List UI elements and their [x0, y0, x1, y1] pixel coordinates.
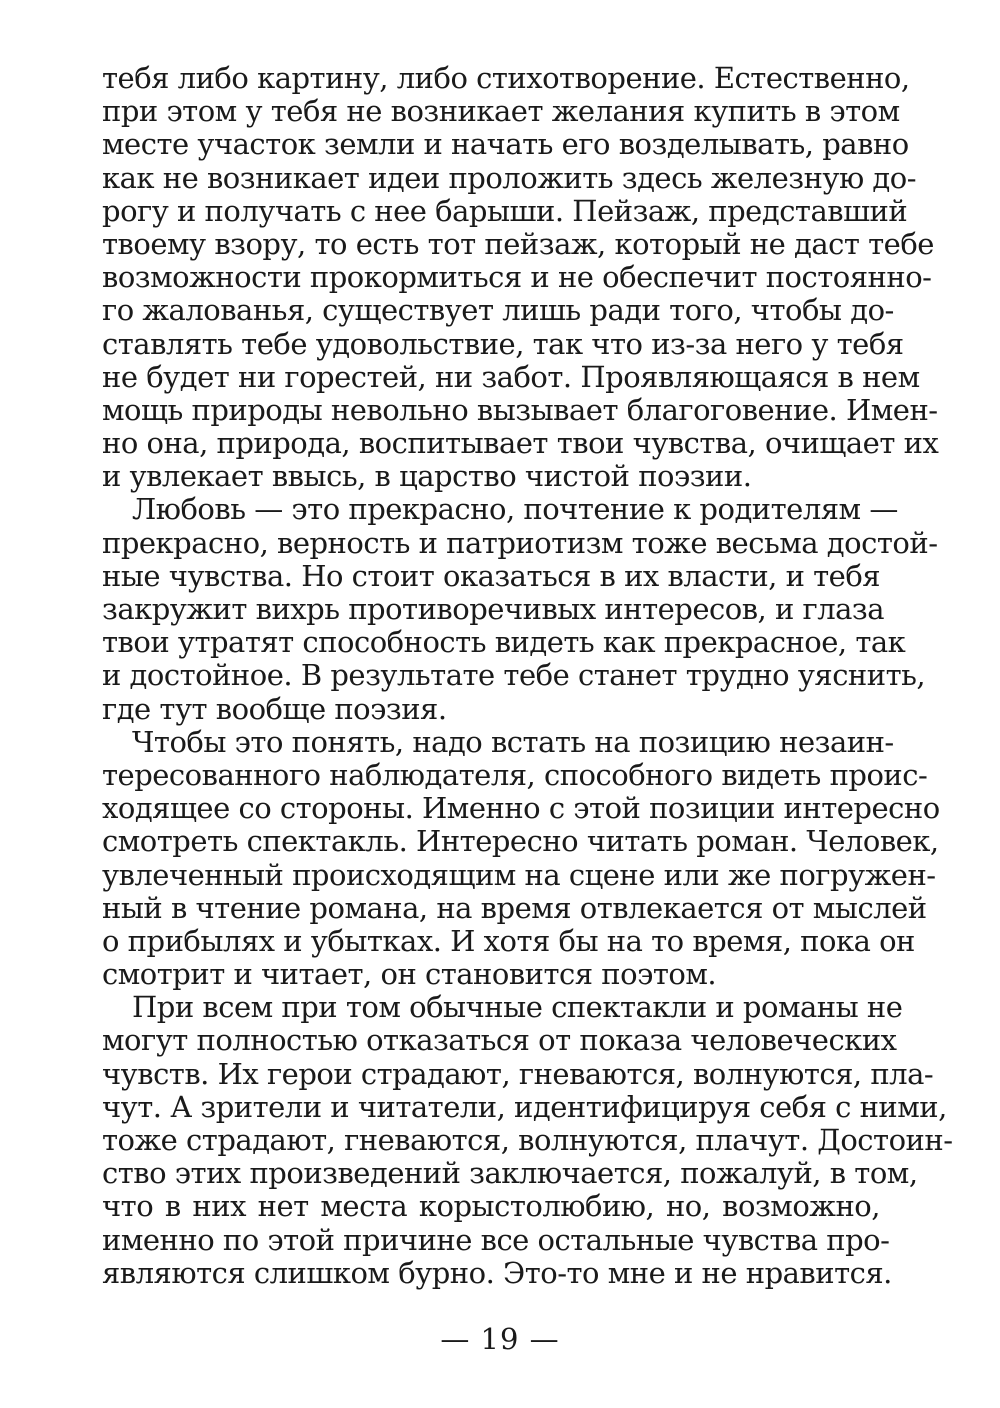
text-line: являются слишком бурно. Это-то мне и не нравится.	[102, 1255, 892, 1290]
text-line: твоему взору, то есть тот пейзаж, который не даст тебе	[102, 226, 934, 261]
text-line: При всем при том обычные спектакли и романы не	[132, 990, 903, 1025]
text-line: увлеченный происходящим на сцене или же погружен-	[102, 857, 936, 892]
body-text	[102, 61, 953, 1290]
text-line: о прибылях и убытках. И хотя бы на то время, пока он	[102, 923, 915, 958]
text-line: месте участок земли и начать его возделывать, равно	[102, 127, 909, 162]
text-line: и увлекает ввысь, в царство чистой поэзии.	[102, 459, 752, 494]
page-number: — 19 —	[440, 1322, 560, 1356]
text-line: тебя либо картину, либо стихотворение. Естественно,	[102, 61, 910, 95]
text-line: ходящее со стороны. Именно с этой позиции интересно	[102, 791, 940, 826]
text-line: тересованного наблюдателя, способного видеть проис-	[102, 757, 928, 792]
text-line: ство этих произведений заключается, пожалуй, в том,	[102, 1156, 918, 1191]
text-line: как не возникает идеи проложить здесь железную до-	[102, 160, 917, 195]
text-line: прекрасно, верность и патриотизм тоже весьма достой-	[102, 525, 938, 560]
text-line: Любовь — это прекрасно, почтение к родителям —	[132, 492, 898, 527]
text-line: чут. А зрители и читатели, идентифицируя себя с ними,	[102, 1089, 947, 1124]
paragraph	[102, 492, 938, 726]
text-line: возможности прокормиться и не обеспечит постоянно-	[102, 260, 932, 295]
text-line: мощь природы невольно вызывает благоговение. Имен-	[102, 392, 938, 427]
text-line: твои утратят способность видеть как прекрасное, так	[102, 625, 906, 660]
paragraph	[102, 990, 953, 1290]
text-line: тоже страдают, гневаются, волнуются, плачут. Достоин-	[102, 1123, 953, 1157]
text-line: при этом у тебя не возникает желания купить в этом	[102, 94, 900, 129]
text-line: смотрит и читает, он становится поэтом.	[102, 957, 717, 992]
text-line: ные чувства. Но стоит оказаться в их власти, и тебя	[102, 558, 881, 593]
text-line: закружит вихрь противоречивых интересов, и глаза	[102, 592, 885, 626]
text-line: Чтобы это понять, надо встать на позицию незаин-	[132, 724, 894, 759]
text-line: не будет ни горестей, ни забот. Проявляющаяся в нем	[102, 359, 920, 394]
text-line: ставлять тебе удовольствие, так что из-за него у тебя	[102, 326, 904, 361]
text-line: ный в чтение романа, на время отвлекается от мыслей	[102, 890, 927, 925]
text-line: го жалованья, существует лишь ради того, чтобы до-	[102, 293, 894, 328]
text-line: рогу и получать с нее барыши. Пейзаж, представший	[102, 193, 908, 228]
text-line: и достойное. В результате тебе станет трудно уяснить,	[102, 658, 926, 693]
text-line: могут полностью отказаться от показа человеческих	[102, 1023, 897, 1058]
text-line: но она, природа, воспитывает твои чувства, очищает их	[102, 426, 939, 461]
text-line: что в них нет места корыстолюбию, но, возможно,	[102, 1189, 880, 1224]
paragraph	[102, 61, 939, 494]
text-line: именно по этой причине все остальные чувства про-	[102, 1222, 890, 1257]
text-line: где тут вообще поэзия.	[102, 691, 447, 726]
text-line: смотреть спектакль. Интересно читать роман. Человек,	[102, 824, 939, 859]
paragraph	[102, 724, 940, 992]
text-line: чувств. Их герои страдают, гневаются, волнуются, пла-	[102, 1056, 934, 1091]
